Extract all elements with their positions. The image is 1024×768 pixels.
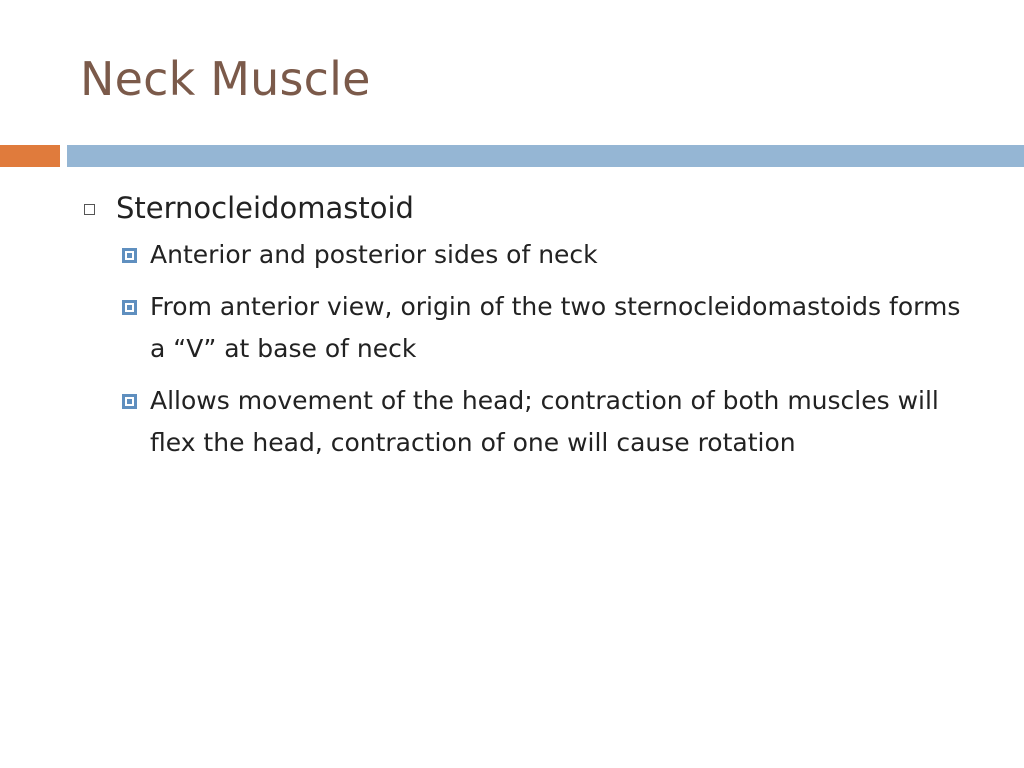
blue-square-bullet-icon (122, 300, 137, 315)
sub-bullet-item (120, 234, 980, 276)
slide-title: Neck Muscle (80, 52, 371, 106)
bullet-item (84, 190, 984, 228)
hollow-square-bullet-icon (84, 204, 95, 215)
blue-square-bullet-icon (122, 394, 137, 409)
sub-bullet-text: From anterior view, origin of the two sternocleidomastoids forms a “V” at base of neck (150, 291, 961, 363)
sub-bullet-item (120, 380, 980, 464)
sub-bullet-list (120, 234, 984, 464)
slide-content (84, 190, 984, 474)
bullet-text: Sternocleidomastoid (116, 191, 414, 225)
blue-square-bullet-icon (122, 248, 137, 263)
sub-bullet-text: Allows movement of the head; contraction of both muscles will flex the head, contraction of one will cause rotation (150, 385, 939, 457)
title-divider-bar (67, 145, 1024, 167)
title-accent-bar (0, 145, 60, 167)
sub-bullet-text: Anterior and posterior sides of neck (150, 239, 598, 269)
sub-bullet-item (120, 286, 980, 370)
